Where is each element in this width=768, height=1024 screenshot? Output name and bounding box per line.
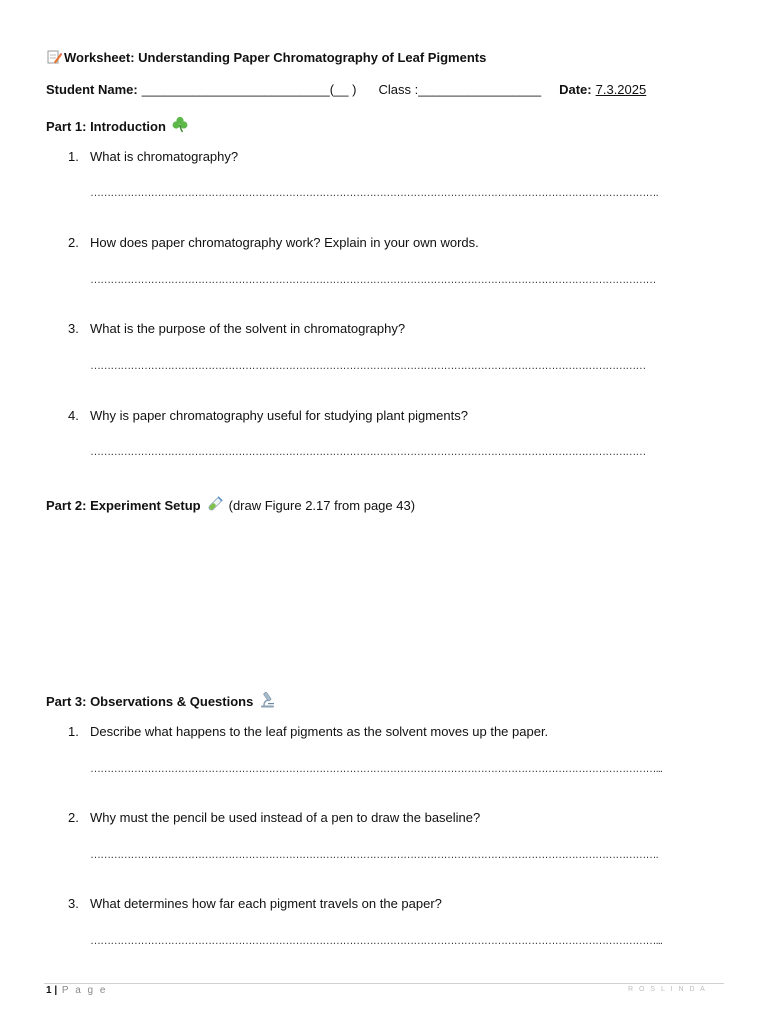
part3-question-2 [68,810,480,825]
part1-question-1 [68,149,238,164]
question-number: 4. [68,408,79,423]
question-text: What is the purpose of the solvent in chromatography? [90,321,406,336]
part1-heading-text: Part 1: Introduction [46,118,166,134]
question-text: What is chromatography? [90,149,239,164]
part1-question-3 [68,321,405,336]
page-separator: | [51,985,60,996]
question-number: 2. [68,810,79,825]
part3-heading [46,691,276,711]
date-value: 7.3.2025 [595,82,647,97]
part3-heading-text: Part 3: Observations & Questions [46,693,254,709]
date-label: Date: [559,82,592,97]
part2-heading-text: Part 2: Experiment Setup [46,498,201,513]
worksheet-title-text: Worksheet: Understanding Paper Chromatography of Leaf Pigments [64,49,487,65]
question-number: 2. [68,235,79,250]
question-text: What determines how far each pigment travels on the paper? [90,896,442,911]
shamrock-icon [172,116,188,136]
question-number: 3. [68,896,79,911]
class-field[interactable]: _________________ [418,82,542,97]
worksheet-title [46,49,486,65]
footer-author: R O S L I N D A [628,986,707,993]
memo-icon [46,49,62,65]
part3-question-1 [68,724,548,739]
part3-answer-line-1[interactable]: ……………………………………………………………………………………………………………………………………………………... [90,763,663,775]
part1-question-2 [68,235,479,250]
part1-answer-line-4[interactable]: ………………………………………………………………………………………………………………………………………………… [90,446,646,458]
student-name-field[interactable]: __________________________(__ ) [141,82,357,97]
page-number: 1 [46,985,52,996]
question-text: Describe what happens to the leaf pigments as the solvent moves up the paper. [90,724,549,739]
question-text: Why is paper chromatography useful for studying plant pigments? [90,408,468,423]
student-info-row [46,82,646,97]
question-text: Why must the pencil be used instead of a pen to draw the baseline? [90,810,481,825]
part1-question-4 [68,408,468,423]
part1-heading [46,116,188,136]
part3-answer-line-2[interactable]: ……………………………………………………………………………………………………………………………………………………. [90,849,658,861]
question-number: 1. [68,149,79,164]
microscope-icon [259,691,276,711]
drawing-area[interactable] [46,522,722,682]
footer-divider [44,983,724,984]
part2-note: (draw Figure 2.17 from page 43) [228,498,416,513]
page-word: P a g e [61,985,108,996]
part1-answer-line-3[interactable]: ………………………………………………………………………………………………………………………………………………… [90,360,646,372]
part3-question-3 [68,896,442,911]
page-footer [46,985,107,996]
student-name-label: Student Name: [46,82,138,97]
part2-heading [46,496,415,515]
part1-answer-line-1[interactable]: ……………………………………………………………………………………………………………………………………………………. [90,187,658,199]
class-label: Class : [378,82,419,97]
question-number: 1. [68,724,79,739]
part1-answer-line-2[interactable]: …………………………………………………………………………………………………………………………………………………… [90,274,656,286]
part3-answer-line-3[interactable]: ……………………………………………………………………………………………………………………………………………………... [90,935,663,947]
question-number: 3. [68,321,79,336]
question-text: How does paper chromatography work? Explain in your own words. [90,235,479,250]
test-tube-icon [207,496,223,515]
